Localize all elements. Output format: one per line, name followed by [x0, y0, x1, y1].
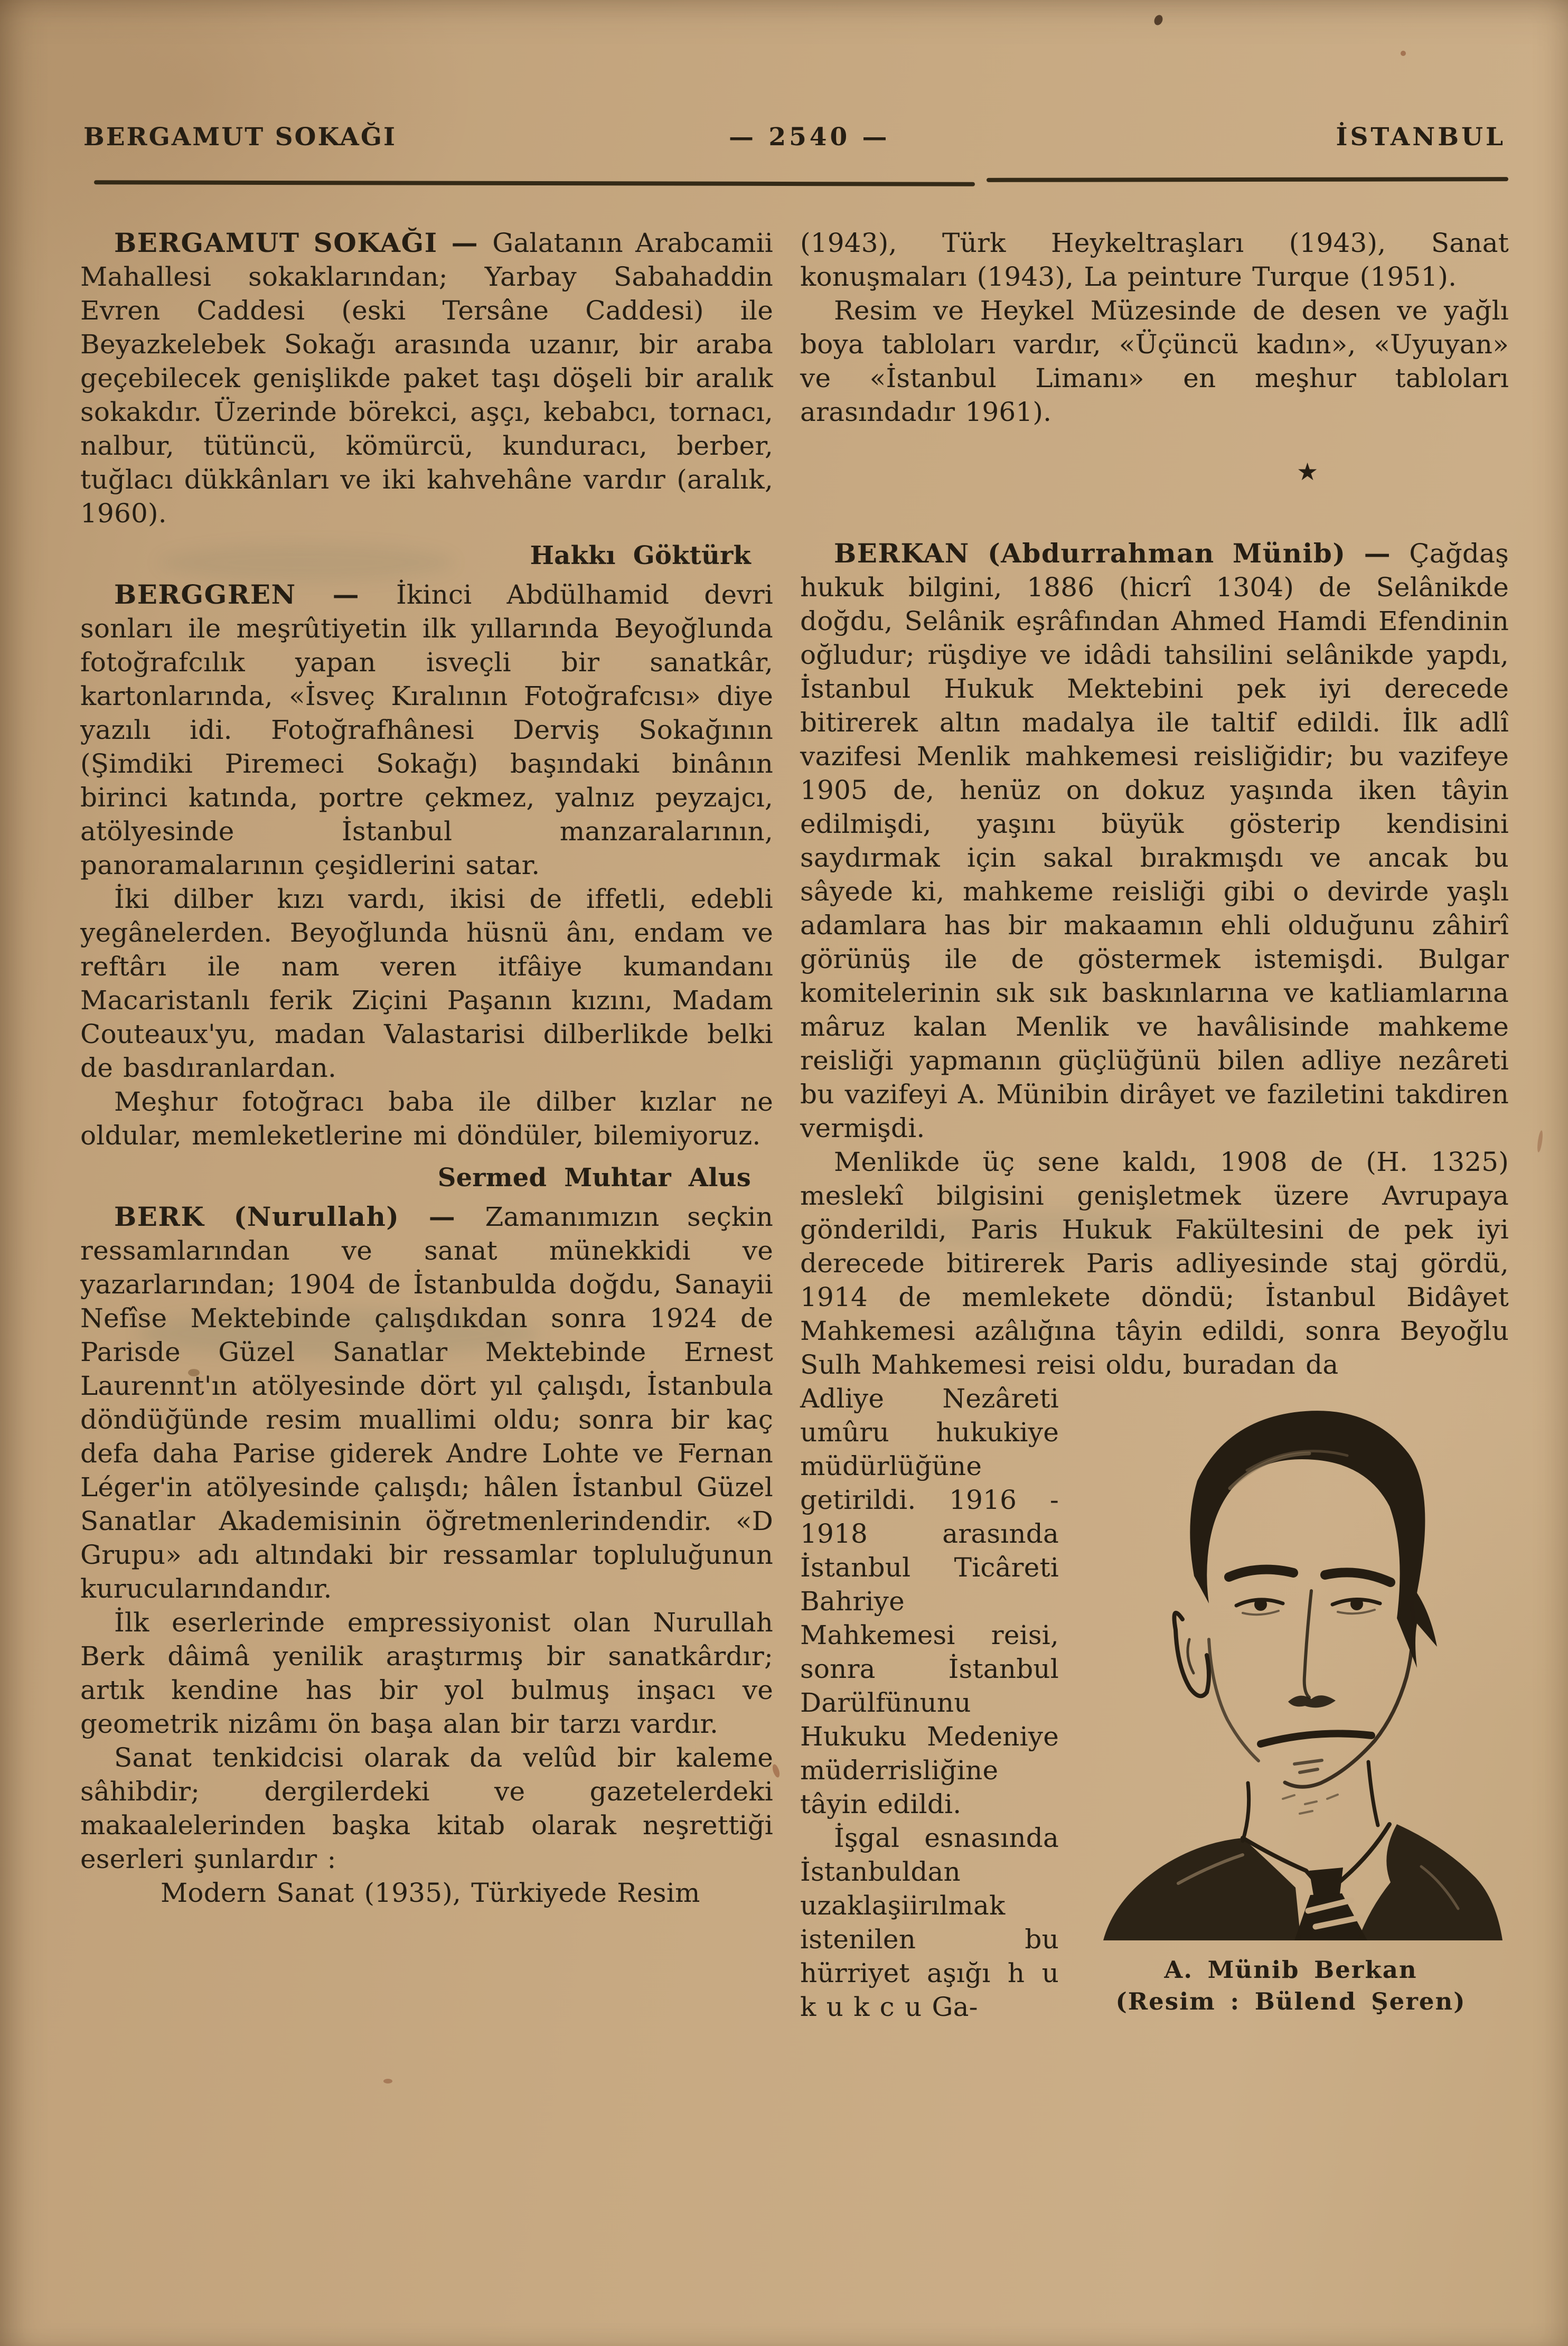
entry-bergamut-body: Galatanın Arabcamii Mahallesi sokaklarından; Yarbay Sabahaddin Evren Caddesi (eski Tersâne Caddesi) ile Beyazkelebek Sokağı arasında uzanır, bir araba geçebilecek genişlikde paket taşı döşeli bir aralık sokakdır. Üzerinde börekci, aşçı, kebabcı, tornacı, nalbur, tütüncü, kömürcü, kunduracı, berber, tuğlacı dükkânları ve iki kahvehâne vardır (aralık, 1960). [80, 228, 774, 529]
entry-berkan [800, 537, 1509, 1145]
entry-berk-works-line: Modern Sanat (1935), Türkiyede Resim [161, 1878, 700, 1908]
entry-berkan-body: Çağdaş hukuk bilgini, 1886 (hicrî 1304) de Selânikde doğdu, Selânik eşrâfından Ahmed Hamdi Efendinin oğludur; rüşdiye ve idâdi tahsilini selânikde yapdı, İstanbul Hukuk Mektebini pek iyi derecede bitirerek altın madalya ile taltif edildi. İlk adlî vazifesi Menlik mahkemesi reisliğidir; bu vazifeye 1905 de, henüz on dokuz yaşında iken tâyin edilmişdi, yaşını büyük gösterip kendisini saydırmak için sakal bırakmışdı ve ancak bu sâyede ki, mahkeme reisliği gibi o devirde yaşlı adamlara has bir makaamın ehli olduğunu zâhirî görünüş ile de göstermek istemişdi. Bulgar komitelerinin sık sık baskınlarına ve katliamlarına mâruz kalan Menlik ve havâlisinde mahkeme reisliği yapmanın güçlüğünü bilen adliye nezâreti bu vazifeyi A. Münibin dirâyet ve faziletini takdiren vermişdi. [800, 538, 1509, 1143]
portrait-mouth [1261, 1733, 1372, 1744]
berk-continuation-paragraph: (1943), Türk Heykeltraşları (1943), Sanat konuşmaları (1943), La peinture Turque (1951). [800, 228, 1509, 292]
left-column [80, 226, 773, 1910]
entry-berggren [80, 578, 773, 882]
header-rule-left [94, 180, 975, 186]
entry-berk-paragraph-3: Sanat tenkidcisi olarak da velûd bir kaleme sâhibdir; dergilerdeki ve gazetelerdeki makaalelerinden başka kitab olarak neşrettiği eserleri şunlardır : [80, 1742, 773, 1874]
berkan-career-paragraph: Menlikde üç sene kaldı, 1908 de (H. 1325) meslekî bilgisini genişletmek üzere Avrupaya gönderildi, Paris Hukuk Fakültesini de pek iyi derecede bitirerek Paris adliyesinde staj gördü, 1914 de memlekete döndü; İstanbul Bidâyet Mahkemesi azâlığına tâyin edildi, sonra Beyoğlu Sulh Mahkemesi reisi oldu, buradan da [800, 1147, 1509, 1380]
portrait-figure [1073, 1391, 1509, 2017]
portrait-caption-name: A. Münib Berkan [1164, 1956, 1417, 1984]
entry-berggren-headword: BERGGREN — [114, 579, 396, 610]
header-article-title: BERGAMUT SOKAĞI [83, 123, 397, 152]
entry-berk-paragraph-2: İlk eserlerinde empressiyonist olan Nurullah Berk dâimâ yenilik araştırmış bir sanatkârdır; artık kendine has bir yol bulmuş inşacı ve geometrik nizâmı ön başa alan bir tarzı vardır. [80, 1607, 773, 1739]
running-header [83, 123, 1506, 159]
page-number: — 2540 — [729, 123, 890, 152]
star-separator-icon: ★ [1297, 457, 1319, 486]
entry-berk-headword: BERK (Nurullah) — [114, 1201, 485, 1232]
header-volume-title: İSTANBUL [1336, 123, 1506, 152]
entry-berggren-paragraph-2: İki dilber kızı vardı, ikisi de iffetli, edebli yegânelerden. Beyoğlunda hüsnü ânı, endam ve reftârı ile nam veren itfâiye kumandanı Macaristanlı ferik Ziçini Paşanın kızını, Madam Couteaux'yu, madan Valastarisi dilberlikde belki de basdıranlardan. [80, 884, 773, 1083]
header-rule-right [987, 177, 1508, 182]
entry-berggren-body: İkinci Abdülhamid devri sonları ile meşrûtiyetin ilk yıllarında Beyoğlunda fotoğrafcılık yapan isveçli bir sanatkâr, kartonlarında, «İsveç Kıralının Fotoğrafcısı» diye yazılı idi. Fotoğrafhânesi Derviş Sokağının (Şimdiki Piremeci Sokağı) başındaki binânın birinci katında, portre çekmez, yalnız peyzajcı, atölyesinde İstanbul manzaralarının, panoramalarının çeşidlerini satar. [80, 579, 773, 880]
portrait-nose [1304, 1591, 1311, 1697]
portrait-illustration [1073, 1391, 1509, 1940]
paper-speck [383, 2079, 392, 2084]
berk-museum-paragraph: Resim ve Heykel Müzesinde de desen ve yağlı boya tabloları vardır, «Üçüncü kadın», «Uyuyan» ve «İstanbul Limanı» en meşhur tabloları arasındadır 1961). [800, 295, 1509, 427]
author-signature-hakki-gokturk: Hakkı Göktürk [530, 541, 751, 570]
right-column [800, 226, 1509, 2024]
entry-bergamut-headword: BERGAMUT SOKAĞI — [114, 227, 493, 258]
entry-bergamut-sokagi [80, 226, 773, 530]
entry-berk-body: Zamanımızın seçkin ressamlarından ve sanat münekkidi ve yazarlarından; 1904 de İstanbulda doğdu, Sanayii Nefîse Mektebinde çalışdıkdan sonra 1924 de Parisde Güzel Sanatlar Mektebinde Ernest Laurennt'ın atölyesinde dört yıl çalışdı, İstanbula döndüğünde resim muallimi oldu; sonra bir kaç defa daha Parise giderek Andre Lohte ve Fernan Léger'in atölyesinde çalışdı; hâlen İstanbul Güzel Sanatlar Akademisinin öğretmenlerindendir. «D Grupu» adı altındaki bir ressamlar topluluğunun kurucularındandır. [80, 1202, 773, 1604]
paper-speck [1153, 14, 1165, 26]
paper-speck [1401, 51, 1406, 56]
portrait-eyebrow-left [1229, 1570, 1293, 1577]
paper-speck [1536, 1130, 1544, 1153]
entry-berk-nurullah [80, 1200, 773, 1606]
portrait-ear [1174, 1613, 1209, 1696]
portrait-tie-knot [1309, 1868, 1343, 1895]
portrait-jaw [1285, 1602, 1413, 1787]
portrait-hair [1190, 1411, 1437, 1668]
entry-berkan-headword: BERKAN (Abdurrahman Münib) — [834, 538, 1410, 569]
portrait-caption-credit: (Resim : Bülend Şeren) [1115, 1987, 1466, 2015]
entry-berggren-paragraph-3: Meşhur fotoğracı baba ile dilber kızlar ne oldular, memleketlerine mi döndüler, bilemiyoruz. [80, 1086, 773, 1151]
author-signature-sermed-muhtar-alus: Sermed Muhtar Alus [437, 1163, 751, 1193]
berkan-occupation-paragraph: İşgal esnasında İstanbuldan uzaklaşiirılmak istenilen bu hürriyet aşığı h u k u k c u Ga- [800, 1823, 1059, 2022]
berkan-career-wrap-paragraph: Adliye Nezâreti umûru hukukiye müdürlüğüne getirildi. 1916 - 1918 arasında İstanbul Ticâreti Bahriye Mahkemesi reisi, sonra İstanbul Darülfünunu Hukuku Medeniye müderrisliğine tâyin edildi. [800, 1383, 1059, 1819]
portrait-eyebrow-right [1325, 1572, 1391, 1582]
